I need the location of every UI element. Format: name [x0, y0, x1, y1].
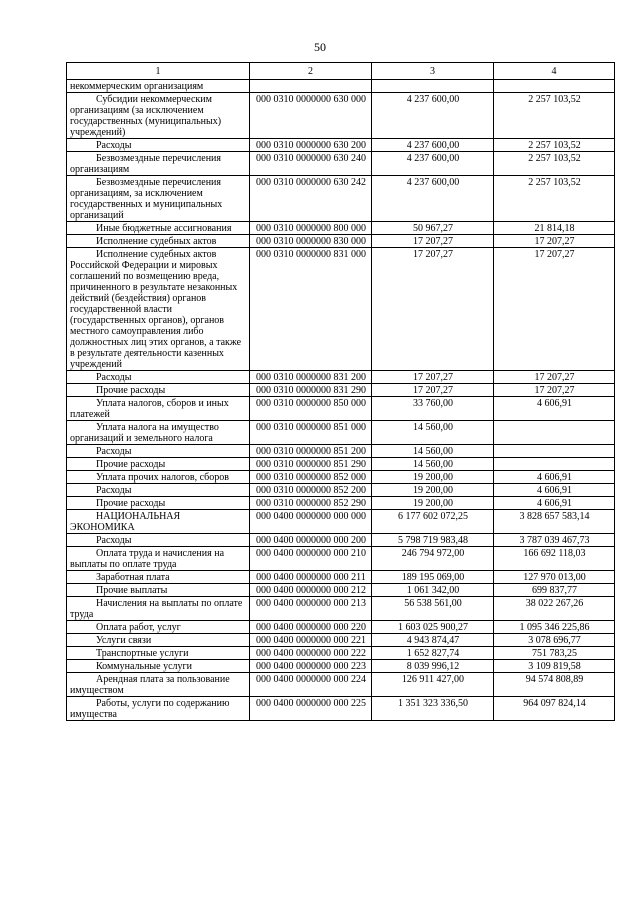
row-name-cell: Субсидии некоммерческим организациям (за исключением государственных (муниципальных) учреждений) — [67, 93, 250, 139]
row-actual-cell: 94 574 808,89 — [494, 673, 615, 697]
row-actual-cell: 38 022 267,26 — [494, 597, 615, 621]
row-plan-cell: 5 798 719 983,48 — [372, 534, 494, 547]
row-plan-cell: 1 652 827,74 — [372, 647, 494, 660]
table-row — [67, 471, 615, 484]
table-row — [67, 458, 615, 471]
row-code-cell: 000 0310 0000000 831 290 — [250, 384, 372, 397]
row-code-cell: 000 0400 0000000 000 000 — [250, 510, 372, 534]
row-name-cell: Исполнение судебных актов — [67, 235, 250, 248]
row-actual-cell — [494, 458, 615, 471]
row-code-cell: 000 0310 0000000 852 290 — [250, 497, 372, 510]
row-actual-cell: 3 078 696,77 — [494, 634, 615, 647]
table-row — [67, 660, 615, 673]
row-name-cell: некоммерческим организациям — [67, 80, 250, 93]
table-row — [67, 222, 615, 235]
table-row — [67, 571, 615, 584]
row-name-cell: Коммунальные услуги — [67, 660, 250, 673]
row-code-cell: 000 0400 0000000 000 210 — [250, 547, 372, 571]
row-plan-cell: 33 760,00 — [372, 397, 494, 421]
row-actual-cell: 127 970 013,00 — [494, 571, 615, 584]
table-row — [67, 235, 615, 248]
column-header: 3 — [372, 63, 494, 80]
row-name-cell: Услуги связи — [67, 634, 250, 647]
row-name-cell: Расходы — [67, 484, 250, 497]
row-name-cell: Уплата налогов, сборов и иных платежей — [67, 397, 250, 421]
row-name-cell: Расходы — [67, 534, 250, 547]
budget-table — [66, 62, 615, 721]
table-row — [67, 371, 615, 384]
row-name-cell: Исполнение судебных актов Российской Федерации и мировых соглашений по возмещению вреда, причиненного в результате незаконных действий (бездействия) органов государственной власти (государственных органов), органов местного самоуправления либо должностных лиц этих органов, а также в результате деятельности казенных учреждений — [67, 248, 250, 371]
row-code-cell: 000 0400 0000000 000 200 — [250, 534, 372, 547]
row-actual-cell — [494, 445, 615, 458]
row-actual-cell: 17 207,27 — [494, 235, 615, 248]
row-code-cell: 000 0310 0000000 630 000 — [250, 93, 372, 139]
row-code-cell: 000 0310 0000000 630 242 — [250, 176, 372, 222]
row-name-cell: Прочие выплаты — [67, 584, 250, 597]
row-name-cell: Заработная плата — [67, 571, 250, 584]
column-header: 1 — [67, 63, 250, 80]
row-actual-cell: 2 257 103,52 — [494, 139, 615, 152]
table-row — [67, 634, 615, 647]
page-number: 50 — [314, 40, 326, 54]
table-row — [67, 647, 615, 660]
table-row — [67, 445, 615, 458]
row-actual-cell: 2 257 103,52 — [494, 176, 615, 222]
row-code-cell — [250, 80, 372, 93]
table-row — [67, 547, 615, 571]
table-row — [67, 621, 615, 634]
row-name-cell: Прочие расходы — [67, 497, 250, 510]
row-actual-cell — [494, 421, 615, 445]
row-code-cell: 000 0400 0000000 000 221 — [250, 634, 372, 647]
row-actual-cell: 21 814,18 — [494, 222, 615, 235]
row-name-cell: Расходы — [67, 139, 250, 152]
table-row — [67, 584, 615, 597]
row-plan-cell: 8 039 996,12 — [372, 660, 494, 673]
table-header-row — [67, 63, 615, 80]
row-code-cell: 000 0400 0000000 000 224 — [250, 673, 372, 697]
table-row — [67, 248, 615, 371]
row-actual-cell: 3 828 657 583,14 — [494, 510, 615, 534]
table-row — [67, 397, 615, 421]
row-plan-cell: 19 200,00 — [372, 497, 494, 510]
row-actual-cell: 166 692 118,03 — [494, 547, 615, 571]
column-header: 2 — [250, 63, 372, 80]
row-name-cell: Начисления на выплаты по оплате труда — [67, 597, 250, 621]
row-actual-cell: 17 207,27 — [494, 248, 615, 371]
row-name-cell: НАЦИОНАЛЬНАЯ ЭКОНОМИКА — [67, 510, 250, 534]
row-code-cell: 000 0310 0000000 850 000 — [250, 397, 372, 421]
row-code-cell: 000 0310 0000000 800 000 — [250, 222, 372, 235]
table-row — [67, 80, 615, 93]
row-plan-cell — [372, 80, 494, 93]
row-code-cell: 000 0310 0000000 851 200 — [250, 445, 372, 458]
row-name-cell: Уплата налога на имущество организаций и земельного налога — [67, 421, 250, 445]
row-actual-cell: 1 095 346 225,86 — [494, 621, 615, 634]
row-plan-cell: 14 560,00 — [372, 458, 494, 471]
row-plan-cell: 17 207,27 — [372, 235, 494, 248]
table-row — [67, 534, 615, 547]
row-plan-cell: 6 177 602 072,25 — [372, 510, 494, 534]
row-actual-cell: 751 783,25 — [494, 647, 615, 660]
table-row — [67, 93, 615, 139]
row-name-cell: Безвозмездные перечисления организациям — [67, 152, 250, 176]
row-code-cell: 000 0310 0000000 851 000 — [250, 421, 372, 445]
row-actual-cell: 17 207,27 — [494, 384, 615, 397]
table-row — [67, 673, 615, 697]
row-code-cell: 000 0310 0000000 630 200 — [250, 139, 372, 152]
row-name-cell: Безвозмездные перечисления организациям, за исключением государственных и муниципальных организаций — [67, 176, 250, 222]
table-row — [67, 697, 615, 721]
row-name-cell: Расходы — [67, 445, 250, 458]
row-plan-cell: 17 207,27 — [372, 371, 494, 384]
row-code-cell: 000 0400 0000000 000 222 — [250, 647, 372, 660]
row-plan-cell: 246 794 972,00 — [372, 547, 494, 571]
row-plan-cell: 1 603 025 900,27 — [372, 621, 494, 634]
row-plan-cell: 4 237 600,00 — [372, 139, 494, 152]
row-name-cell: Иные бюджетные ассигнования — [67, 222, 250, 235]
row-code-cell: 000 0310 0000000 852 200 — [250, 484, 372, 497]
row-name-cell: Транспортные услуги — [67, 647, 250, 660]
table-row — [67, 510, 615, 534]
row-actual-cell: 964 097 824,14 — [494, 697, 615, 721]
row-plan-cell: 50 967,27 — [372, 222, 494, 235]
row-code-cell: 000 0400 0000000 000 220 — [250, 621, 372, 634]
row-actual-cell: 4 606,91 — [494, 497, 615, 510]
row-actual-cell: 699 837,77 — [494, 584, 615, 597]
row-actual-cell: 4 606,91 — [494, 484, 615, 497]
row-plan-cell: 19 200,00 — [372, 484, 494, 497]
row-plan-cell: 4 237 600,00 — [372, 152, 494, 176]
table-row — [67, 497, 615, 510]
row-code-cell: 000 0310 0000000 630 240 — [250, 152, 372, 176]
table-row — [67, 384, 615, 397]
row-plan-cell: 4 943 874,47 — [372, 634, 494, 647]
row-name-cell: Оплата работ, услуг — [67, 621, 250, 634]
row-code-cell: 000 0400 0000000 000 213 — [250, 597, 372, 621]
row-plan-cell: 19 200,00 — [372, 471, 494, 484]
row-plan-cell: 17 207,27 — [372, 384, 494, 397]
row-actual-cell: 2 257 103,52 — [494, 152, 615, 176]
row-actual-cell: 3 109 819,58 — [494, 660, 615, 673]
row-name-cell: Прочие расходы — [67, 458, 250, 471]
row-plan-cell: 1 351 323 336,50 — [372, 697, 494, 721]
row-name-cell: Уплата прочих налогов, сборов — [67, 471, 250, 484]
row-actual-cell — [494, 80, 615, 93]
table-row — [67, 152, 615, 176]
table-body — [67, 80, 615, 721]
row-code-cell: 000 0310 0000000 831 200 — [250, 371, 372, 384]
table-row — [67, 484, 615, 497]
row-actual-cell: 2 257 103,52 — [494, 93, 615, 139]
row-plan-cell: 14 560,00 — [372, 445, 494, 458]
row-actual-cell: 4 606,91 — [494, 397, 615, 421]
row-plan-cell: 4 237 600,00 — [372, 93, 494, 139]
table-row — [67, 421, 615, 445]
row-code-cell: 000 0400 0000000 000 211 — [250, 571, 372, 584]
row-plan-cell: 4 237 600,00 — [372, 176, 494, 222]
table-row — [67, 139, 615, 152]
row-plan-cell: 126 911 427,00 — [372, 673, 494, 697]
row-plan-cell: 17 207,27 — [372, 248, 494, 371]
row-code-cell: 000 0310 0000000 830 000 — [250, 235, 372, 248]
row-plan-cell: 1 061 342,00 — [372, 584, 494, 597]
row-code-cell: 000 0400 0000000 000 225 — [250, 697, 372, 721]
row-code-cell: 000 0310 0000000 851 290 — [250, 458, 372, 471]
row-actual-cell: 4 606,91 — [494, 471, 615, 484]
row-actual-cell: 17 207,27 — [494, 371, 615, 384]
row-plan-cell: 189 195 069,00 — [372, 571, 494, 584]
row-plan-cell: 56 538 561,00 — [372, 597, 494, 621]
row-actual-cell: 3 787 039 467,73 — [494, 534, 615, 547]
row-plan-cell: 14 560,00 — [372, 421, 494, 445]
row-code-cell: 000 0310 0000000 831 000 — [250, 248, 372, 371]
row-name-cell: Прочие расходы — [67, 384, 250, 397]
row-name-cell: Расходы — [67, 371, 250, 384]
column-header: 4 — [494, 63, 615, 80]
table-row — [67, 597, 615, 621]
row-code-cell: 000 0310 0000000 852 000 — [250, 471, 372, 484]
row-code-cell: 000 0400 0000000 000 212 — [250, 584, 372, 597]
row-name-cell: Оплата труда и начисления на выплаты по оплате труда — [67, 547, 250, 571]
table-row — [67, 176, 615, 222]
row-name-cell: Работы, услуги по содержанию имущества — [67, 697, 250, 721]
row-code-cell: 000 0400 0000000 000 223 — [250, 660, 372, 673]
row-name-cell: Арендная плата за пользование имуществом — [67, 673, 250, 697]
